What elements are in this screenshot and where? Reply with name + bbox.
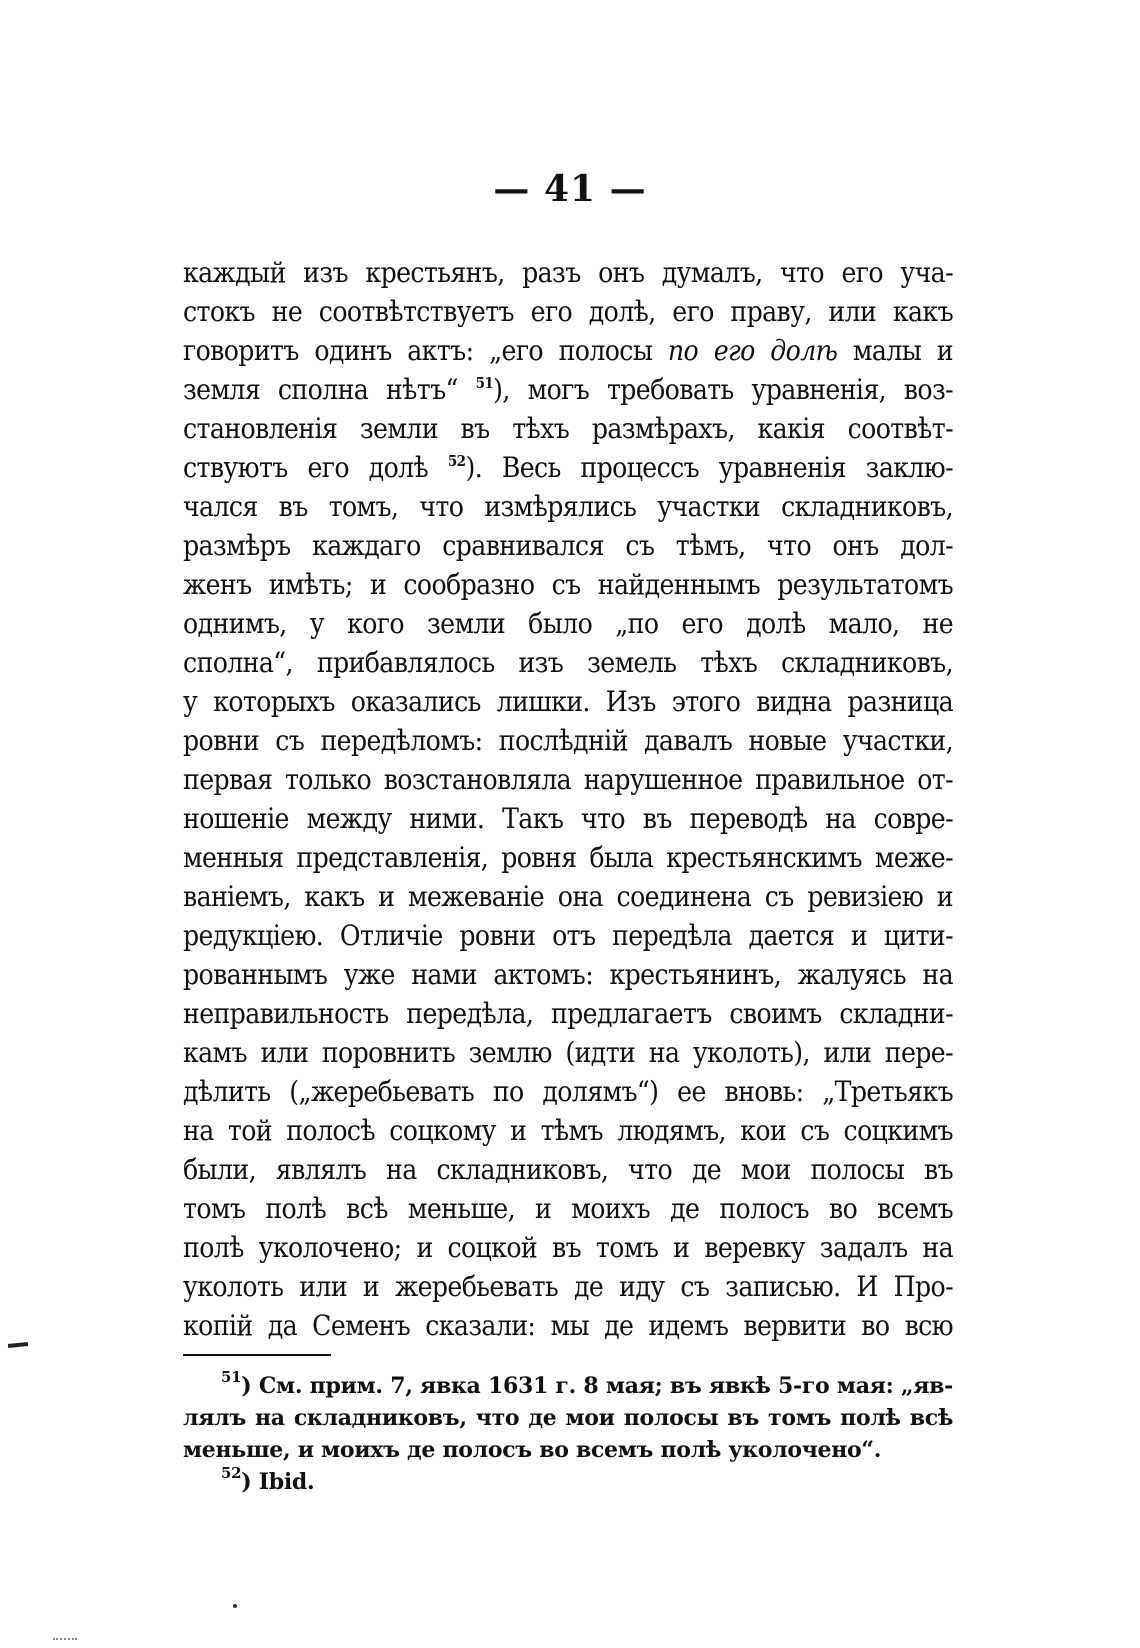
text-fragment: земля сполна нѣтъ“ (183, 373, 476, 406)
main-text (183, 253, 953, 1345)
footnote-51-cont: меньше, и моихъ де полосъ во всемъ полѣ уколочено“. (183, 1437, 882, 1463)
footnotes (183, 1370, 953, 1498)
text-line: стокъ не соотвѣтствуетъ его долѣ, его праву, или какъ (183, 295, 953, 328)
footnote-ref-52: 52 (447, 452, 466, 470)
text-line: женъ имѣть; и сообразно съ найденнымъ результатомъ (183, 568, 953, 601)
scan-artifact (53, 1638, 77, 1640)
text-line: полѣ уколочено; и соцкой въ томъ и веревку задалъ на (183, 1231, 953, 1264)
footnote-text: ) См. прим. 7, явка 1631 г. 8 мая; въ явкѣ 5-го мая: „яв- (241, 1373, 953, 1399)
speck-mark (233, 1604, 237, 1608)
text-line: чался въ томъ, что измѣрялись участки складниковъ, (183, 490, 953, 523)
text-line: на той полосѣ соцкому и тѣмъ людямъ, кои съ соцкимъ (183, 1114, 953, 1147)
text-fragment: ). Весь процессъ уравненія заклю- (465, 451, 953, 484)
text-line: ровни съ передѣломъ: послѣдній давалъ новые участки, (183, 724, 953, 757)
text-line (183, 331, 953, 370)
text-line: сполна“, прибавлялось изъ земель тѣхъ складниковъ, (183, 646, 953, 679)
text-line: дѣлить („жеребьевать по долямъ“) ее вновь: „Третьякъ (183, 1075, 953, 1108)
text-fragment: малы и (837, 334, 953, 367)
footnote-marker: 52 (221, 1466, 242, 1482)
text-line: камъ или поровнить землю (идти на уколоть), или пере- (183, 1036, 953, 1069)
text-fragment: ствуютъ его долѣ (183, 451, 448, 484)
footnote-51-cont: лялъ на складниковъ, что де мои полосы въ томъ полѣ всѣ (183, 1405, 953, 1431)
footnote-text: ) Ibid. (241, 1469, 315, 1495)
footnote-52 (183, 1466, 953, 1498)
text-line: размѣръ каждаго сравнивался съ тѣмъ, что онъ дол- (183, 529, 953, 562)
text-line: томъ полѣ всѣ меньше, и моихъ де полосъ во всемъ (183, 1192, 953, 1225)
text-line: первая только возстановляла нарушенное правильное от- (183, 763, 953, 796)
text-line: ваніемъ, какъ и межеваніе она соединена съ ревизіею и (183, 880, 953, 913)
margin-mark (8, 1342, 28, 1348)
text-line: у которыхъ оказались лишки. Изъ этого видна разница (183, 685, 953, 718)
footnote-separator (183, 1354, 331, 1356)
text-line: копій да Семенъ сказали: мы де идемъ вервити во всю (183, 1309, 953, 1342)
footnote-ref-51: 51 (475, 374, 494, 392)
text-fragment: говоритъ одинъ актъ: „его полосы (183, 334, 668, 367)
footnote-51 (183, 1370, 953, 1402)
text-fragment: ), могъ требовать уравненія, воз- (493, 373, 953, 406)
text-line: становленія земли въ тѣхъ размѣрахъ, какія соотвѣт- (183, 412, 953, 445)
text-line: менныя представленія, ровня была крестьянскимъ меже- (183, 841, 953, 874)
text-line: неправильность передѣла, предлагаетъ своимъ складни- (183, 997, 953, 1030)
text-line: были, являлъ на складниковъ, что де мои полосы въ (183, 1153, 953, 1186)
text-line: ношеніе между ними. Такъ что въ переводѣ на совре- (183, 802, 953, 835)
emphasized-phrase: по его долѣ (667, 334, 838, 367)
text-line (183, 370, 953, 409)
page-number: — 41 — (493, 168, 647, 210)
text-line: каждый изъ крестьянъ, разъ онъ думалъ, что его уча- (183, 256, 953, 289)
text-line: уколоть или и жеребьевать де иду съ записью. И Про- (183, 1270, 953, 1303)
text-line: рованнымъ уже нами актомъ: крестьянинъ, жалуясь на (183, 958, 953, 991)
text-line (183, 448, 953, 487)
text-line: однимъ, у кого земли было „по его долѣ мало, не (183, 607, 953, 640)
footnote-marker: 51 (221, 1370, 242, 1386)
text-line: редукціею. Отличіе ровни отъ передѣла дается и цити- (183, 919, 953, 952)
